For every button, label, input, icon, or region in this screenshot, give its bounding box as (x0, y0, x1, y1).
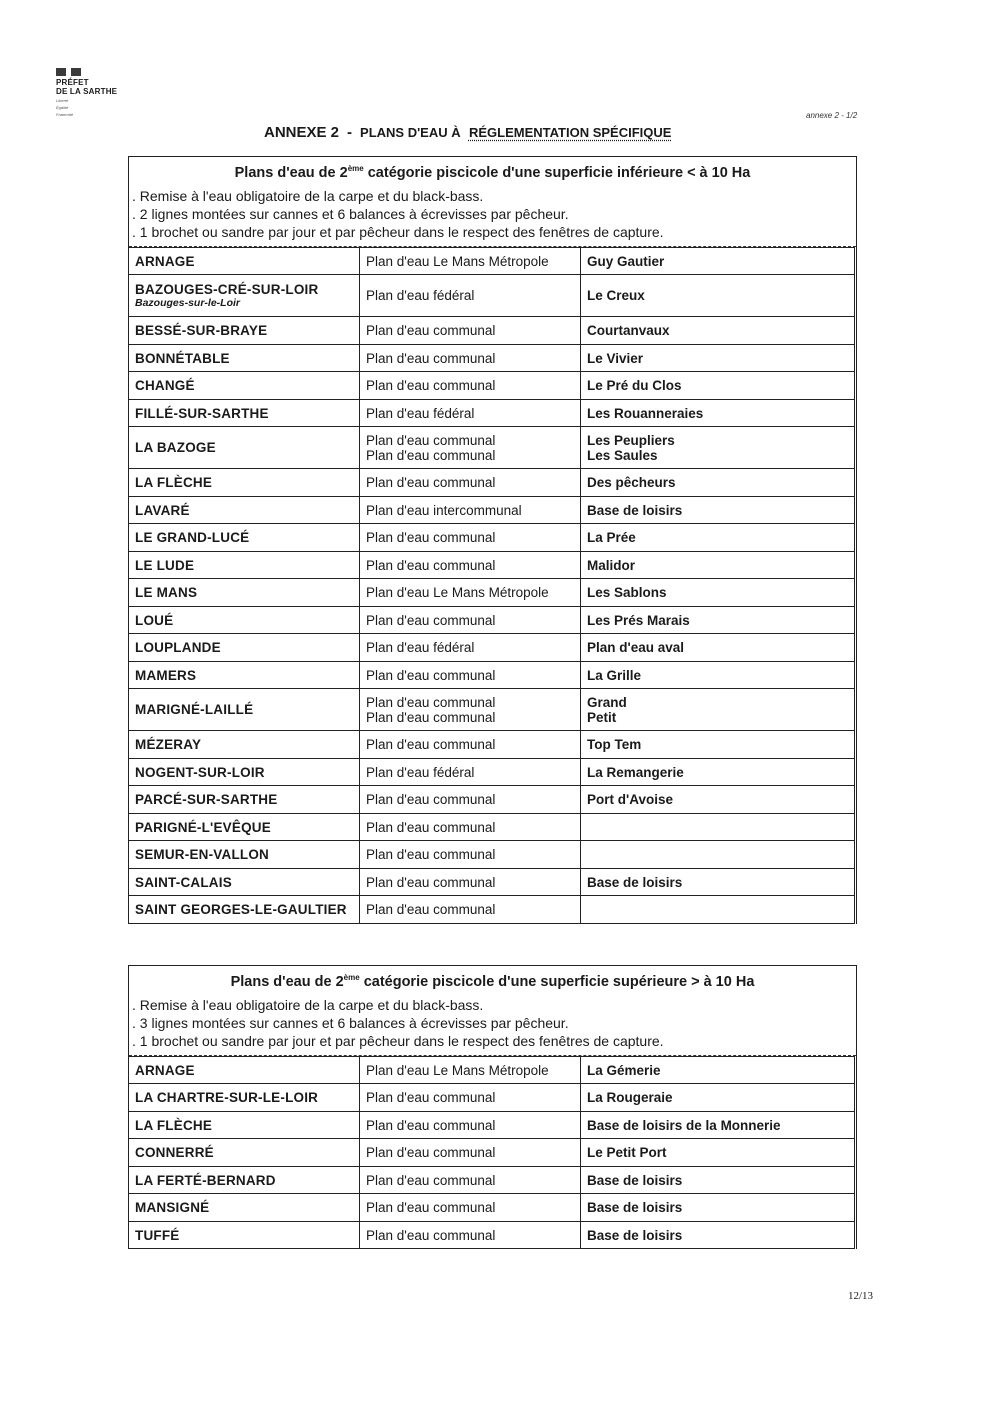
site-name: Base de loisirs (587, 1200, 683, 1216)
site-name-cell (581, 427, 855, 469)
table-row (129, 247, 855, 275)
rule-item: . 3 lignes montées sur cannes et 6 balances à écrevisses par pêcheur. (132, 1014, 569, 1031)
section-large-lakes (128, 965, 857, 1249)
lake-type-cell (360, 786, 581, 814)
lake-type: Plan d'eau communal (366, 847, 496, 863)
lake-type: Plan d'eau communal (366, 819, 496, 835)
site-name-cell (581, 1166, 855, 1194)
commune-cell (129, 579, 360, 607)
heading-text: Plans d'eau de 2 (234, 164, 348, 181)
lake-type: Plan d'eau communal (366, 1145, 496, 1161)
lake-type-cell (360, 1056, 581, 1084)
commune-cell (129, 634, 360, 662)
lake-type: Plan d'eau communal (366, 874, 496, 890)
commune-name: LA FERTÉ-BERNARD (135, 1172, 276, 1188)
site-name-cell (581, 1111, 855, 1139)
site-name: Les Rouanneraies (587, 405, 704, 421)
lake-type-cell (360, 247, 581, 275)
lake-type-cell (360, 661, 581, 689)
commune-name: PARCÉ-SUR-SARTHE (135, 792, 278, 808)
lake-type-cell (360, 469, 581, 497)
lake-type-cell (360, 399, 581, 427)
table-row (129, 731, 855, 759)
commune-cell (129, 689, 360, 731)
page-title (264, 124, 671, 141)
lake-type-cell (360, 758, 581, 786)
table-row (129, 372, 855, 400)
table-row (129, 868, 855, 896)
site-name: Le Creux (587, 288, 645, 304)
site-name: Base de loisirs (587, 1227, 683, 1243)
commune-name: CHANGÉ (135, 378, 195, 394)
lake-type: Plan d'eau communal (366, 737, 496, 753)
commune-name: FILLÉ-SUR-SARTHE (135, 405, 269, 421)
lake-type-cell (360, 427, 581, 469)
site-name-cell (581, 399, 855, 427)
lake-type-cell (360, 275, 581, 317)
lake-type: Plan d'eau communal (366, 557, 496, 573)
lake-type: Plan d'eau communal (366, 612, 496, 628)
site-name: Le Petit Port (587, 1145, 667, 1161)
lake-type: Plan d'eau communal (366, 1172, 496, 1188)
site-name: Base de loisirs de la Monnerie (587, 1117, 781, 1133)
lakes-table (128, 247, 855, 924)
table-row (129, 496, 855, 524)
annex-reference: annexe 2 - 1/2 (806, 111, 858, 120)
heading-text-rest: catégorie piscicole d'une superficie supérieure > à 10 Ha (359, 973, 755, 990)
prefecture-logo (56, 68, 176, 117)
table-row (129, 661, 855, 689)
table-row (129, 1056, 855, 1084)
table-row (129, 606, 855, 634)
lake-type: Plan d'eau fédéral (366, 288, 475, 304)
table-row (129, 427, 855, 469)
commune-cell (129, 1111, 360, 1139)
commune-cell (129, 372, 360, 400)
lake-type: Plan d'eau communal (366, 378, 496, 394)
site-name-cell (581, 634, 855, 662)
commune-cell (129, 469, 360, 497)
lake-type: Plan d'eau communal (366, 1200, 496, 1216)
lake-type-cell (360, 868, 581, 896)
table-row (129, 551, 855, 579)
lake-type: Plan d'eau communal (366, 475, 496, 491)
rules-list (129, 187, 856, 244)
commune-name: LOUPLANDE (135, 640, 221, 656)
rule-item: . Remise à l'eau obligatoire de la carpe et du black-bass. (132, 187, 484, 204)
table-row (129, 1084, 855, 1112)
site-name-cell (581, 247, 855, 275)
lake-type-cell (360, 372, 581, 400)
site-name: Base de loisirs (587, 1172, 683, 1188)
table-row (129, 634, 855, 662)
lake-type: Plan d'eau Le Mans Métropole (366, 1062, 549, 1078)
table-row (129, 524, 855, 552)
commune-cell (129, 399, 360, 427)
site-name: Base de loisirs (587, 502, 683, 518)
logo-name-line2: DE LA SARTHE (56, 87, 118, 96)
table-row (129, 344, 855, 372)
commune-cell (129, 661, 360, 689)
commune-name: NOGENT-SUR-LOIR (135, 764, 265, 780)
lake-type-cell (360, 634, 581, 662)
commune-cell (129, 317, 360, 345)
site-name-cell (581, 896, 855, 924)
commune-cell (129, 551, 360, 579)
lake-type: Plan d'eau fédéral (366, 764, 475, 780)
page-number: 12/13 (848, 1290, 874, 1302)
logo-name-line1: PRÉFET (56, 78, 89, 87)
site-name: Des pêcheurs (587, 475, 676, 491)
commune-cell (129, 606, 360, 634)
site-name: Port d'Avoise (587, 792, 673, 808)
lake-type: Plan d'eau communal (366, 350, 496, 366)
lake-type-cell (360, 841, 581, 869)
lake-type-cell (360, 1194, 581, 1222)
site-name-cell (581, 317, 855, 345)
table-row (129, 1194, 855, 1222)
commune-cell (129, 427, 360, 469)
lake-type: Plan d'eau communal (366, 323, 496, 339)
lake-type-cell (360, 731, 581, 759)
lake-type: Plan d'eau Le Mans Métropole (366, 585, 549, 601)
commune-name: MÉZERAY (135, 737, 202, 753)
site-name-cell (581, 758, 855, 786)
site-name-cell (581, 731, 855, 759)
commune-name: ARNAGE (135, 253, 195, 269)
marianne-emblem-icon (56, 68, 176, 76)
site-name-cell (581, 786, 855, 814)
site-name: Le Pré du Clos (587, 378, 682, 394)
commune-name: LA BAZOGE (135, 440, 216, 456)
lake-type-cell (360, 689, 581, 731)
table-row (129, 317, 855, 345)
site-name: Malidor (587, 557, 636, 573)
table-row (129, 579, 855, 607)
commune-name: MANSIGNÉ (135, 1200, 210, 1216)
table-row (129, 1111, 855, 1139)
commune-cell (129, 786, 360, 814)
table-row (129, 399, 855, 427)
lake-type-cell (360, 813, 581, 841)
table-row (129, 1139, 855, 1167)
commune-alt-name: Bazouges-sur-le-Loir (135, 297, 241, 310)
site-name: Top Tem (587, 737, 642, 753)
lake-type: Plan d'eau communal (366, 902, 496, 918)
site-name: La Gémerie (587, 1062, 661, 1078)
commune-name: MAMERS (135, 667, 197, 683)
table-row (129, 841, 855, 869)
logo-motto-3: Fraternité (56, 112, 74, 117)
commune-name: SEMUR-EN-VALLON (135, 847, 269, 863)
commune-cell (129, 247, 360, 275)
commune-cell (129, 1221, 360, 1249)
site-name: Les Saules (587, 447, 658, 463)
site-name-cell (581, 1084, 855, 1112)
lake-type-cell (360, 606, 581, 634)
commune-cell (129, 496, 360, 524)
site-name: Plan d'eau aval (587, 640, 685, 656)
site-name: Courtanvaux (587, 323, 670, 339)
commune-cell (129, 841, 360, 869)
site-name-cell (581, 1139, 855, 1167)
site-name: La Remangerie (587, 764, 684, 780)
lake-type: Plan d'eau communal (366, 432, 496, 448)
commune-cell (129, 896, 360, 924)
lakes-table (128, 1056, 855, 1250)
commune-name: CONNERRÉ (135, 1145, 214, 1161)
commune-name: MARIGNÉ-LAILLÉ (135, 702, 254, 718)
lake-type: Plan d'eau communal (366, 1227, 496, 1243)
lake-type: Plan d'eau communal (366, 694, 496, 710)
lake-type: Plan d'eau communal (366, 792, 496, 808)
rule-item: . 2 lignes montées sur cannes et 6 balances à écrevisses par pêcheur. (132, 205, 569, 222)
lake-type: Plan d'eau communal (366, 1090, 496, 1106)
site-name-cell (581, 868, 855, 896)
lake-type-cell (360, 1139, 581, 1167)
lake-type-cell (360, 524, 581, 552)
commune-name: LA FLÈCHE (135, 475, 213, 491)
site-name: Les Prés Marais (587, 612, 690, 628)
site-name: La Rougeraie (587, 1090, 673, 1106)
site-name-cell (581, 372, 855, 400)
lake-type: Plan d'eau communal (366, 709, 496, 725)
commune-cell (129, 1166, 360, 1194)
lake-type: Plan d'eau communal (366, 667, 496, 683)
section-heading (129, 966, 856, 996)
lake-type-cell (360, 551, 581, 579)
commune-cell (129, 275, 360, 317)
commune-cell (129, 758, 360, 786)
logo-motto-2: Égalité (56, 105, 69, 110)
commune-name: ARNAGE (135, 1062, 195, 1078)
commune-name: LE MANS (135, 585, 198, 601)
site-name-cell (581, 1221, 855, 1249)
lake-type: Plan d'eau communal (366, 447, 496, 463)
lake-type-cell (360, 896, 581, 924)
table-row (129, 813, 855, 841)
rule-item: . Remise à l'eau obligatoire de la carpe et du black-bass. (132, 996, 484, 1013)
commune-name: BESSÉ-SUR-BRAYE (135, 323, 268, 339)
site-name-cell (581, 551, 855, 579)
site-name-cell (581, 344, 855, 372)
site-name-cell (581, 841, 855, 869)
table-row (129, 469, 855, 497)
commune-name: PARIGNÉ-L'EVÊQUE (135, 819, 271, 835)
commune-cell (129, 868, 360, 896)
commune-name: LE LUDE (135, 557, 195, 573)
table-row (129, 896, 855, 924)
lake-type-cell (360, 1221, 581, 1249)
site-name: La Grille (587, 667, 642, 683)
lake-type-cell (360, 1111, 581, 1139)
commune-name: SAINT-CALAIS (135, 874, 232, 890)
heading-text: Plans d'eau de 2 (230, 973, 344, 990)
title-separator: - (347, 124, 353, 141)
heading-superscript: ème (343, 973, 360, 982)
lake-type-cell (360, 317, 581, 345)
title-prefix: PLANS D'EAU À (360, 125, 461, 140)
commune-name: LOUÉ (135, 612, 174, 628)
commune-name: BAZOUGES-CRÉ-SUR-LOIR (135, 282, 319, 298)
rule-item: . 1 brochet ou sandre par jour et par pêcheur dans le respect des fenêtres de capture. (132, 1032, 664, 1049)
site-name-cell (581, 661, 855, 689)
rule-item: . 1 brochet ou sandre par jour et par pêcheur dans le respect des fenêtres de capture. (132, 223, 664, 240)
commune-name: LA CHARTRE-SUR-LE-LOIR (135, 1090, 319, 1106)
site-name-cell (581, 524, 855, 552)
title-annexe: ANNEXE 2 (264, 124, 340, 141)
lake-type: Plan d'eau fédéral (366, 640, 475, 656)
site-name: Base de loisirs (587, 874, 683, 890)
site-name-cell (581, 579, 855, 607)
commune-name: LE GRAND-LUCÉ (135, 530, 250, 546)
site-name-cell (581, 1056, 855, 1084)
commune-cell (129, 344, 360, 372)
lake-type-cell (360, 1084, 581, 1112)
commune-cell (129, 1084, 360, 1112)
commune-cell (129, 731, 360, 759)
site-name: Grand (587, 694, 627, 710)
site-name: Le Vivier (587, 350, 644, 366)
site-name: Les Sablons (587, 585, 667, 601)
site-name-cell (581, 606, 855, 634)
table-row (129, 758, 855, 786)
lake-type: Plan d'eau communal (366, 1117, 496, 1133)
heading-text-rest: catégorie piscicole d'une superficie inférieure < à 10 Ha (363, 164, 751, 181)
lake-type: Plan d'eau communal (366, 530, 496, 546)
title-underlined: RÉGLEMENTATION SPÉCIFIQUE (468, 125, 672, 140)
lake-type: Plan d'eau Le Mans Métropole (366, 253, 549, 269)
lake-type-cell (360, 1166, 581, 1194)
rules-list (129, 996, 856, 1053)
table-row (129, 275, 855, 317)
table-row (129, 1166, 855, 1194)
site-name-cell (581, 275, 855, 317)
section-small-lakes (128, 156, 857, 924)
commune-name: TUFFÉ (135, 1227, 180, 1243)
commune-name: LA FLÈCHE (135, 1117, 213, 1133)
site-name: Petit (587, 709, 617, 725)
commune-cell (129, 813, 360, 841)
table-row (129, 1221, 855, 1249)
lake-type: Plan d'eau fédéral (366, 405, 475, 421)
commune-name: SAINT GEORGES-LE-GAULTIER (135, 902, 347, 918)
commune-cell (129, 1139, 360, 1167)
site-name-cell (581, 469, 855, 497)
site-name: Guy Gautier (587, 253, 665, 269)
site-name: Les Peupliers (587, 432, 675, 448)
lake-type-cell (360, 579, 581, 607)
lake-type: Plan d'eau intercommunal (366, 502, 522, 518)
site-name-cell (581, 813, 855, 841)
commune-name: LAVARÉ (135, 502, 190, 518)
logo-motto-1: Liberté (56, 98, 69, 103)
site-name-cell (581, 1194, 855, 1222)
table-row (129, 786, 855, 814)
site-name-cell (581, 496, 855, 524)
heading-superscript: ème (347, 164, 364, 173)
commune-cell (129, 1056, 360, 1084)
commune-cell (129, 524, 360, 552)
commune-name: BONNÉTABLE (135, 350, 230, 366)
table-row (129, 689, 855, 731)
site-name: La Prée (587, 530, 636, 546)
lake-type-cell (360, 496, 581, 524)
commune-cell (129, 1194, 360, 1222)
section-heading (129, 157, 856, 187)
lake-type-cell (360, 344, 581, 372)
site-name-cell (581, 689, 855, 731)
